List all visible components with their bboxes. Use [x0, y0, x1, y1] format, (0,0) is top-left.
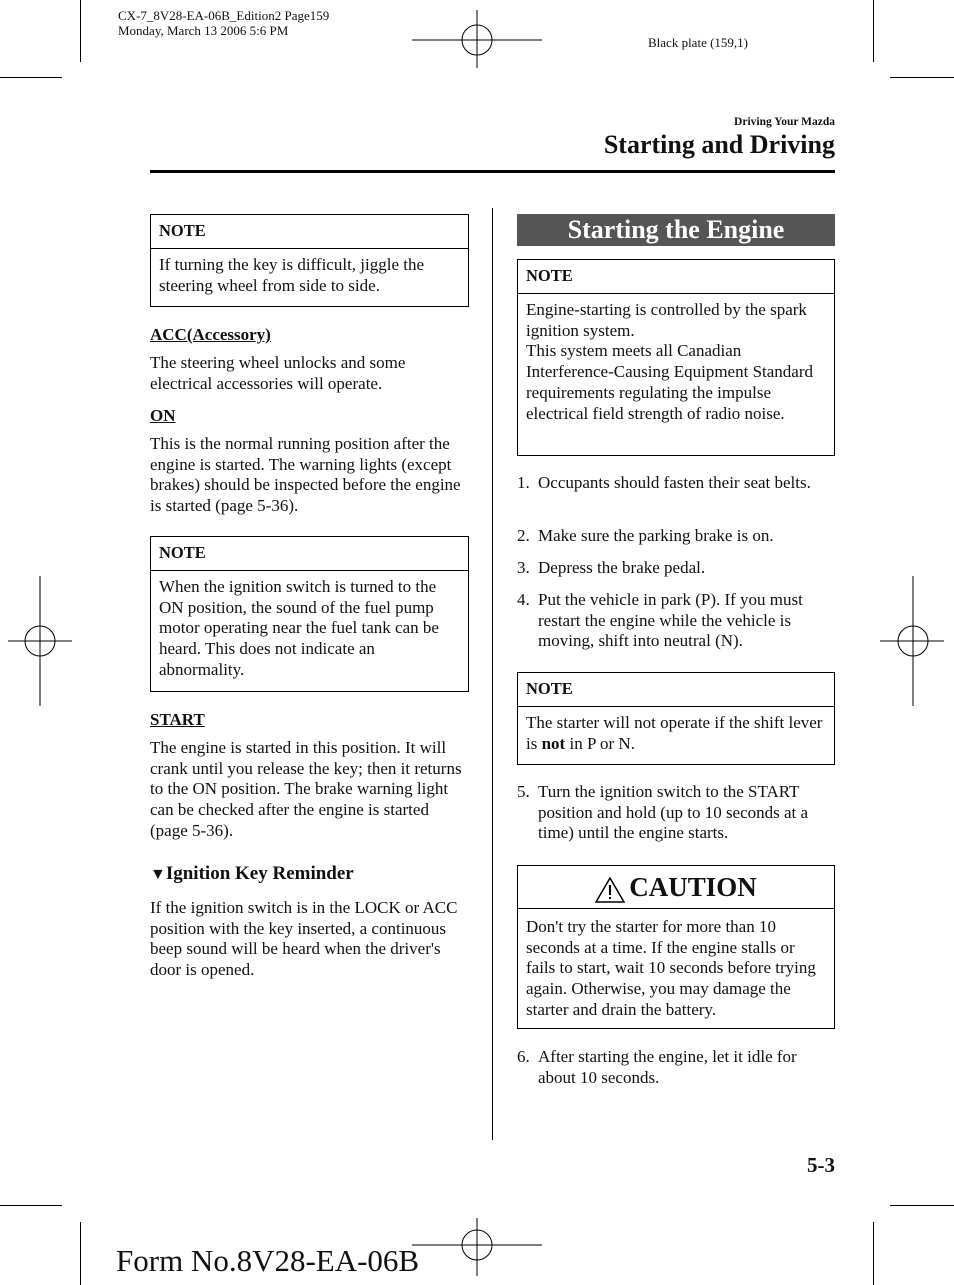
registration-mark-top-icon	[412, 10, 542, 68]
acc-heading: ACC(Accessory)	[150, 325, 271, 344]
registration-mark-right-icon	[880, 576, 944, 706]
registration-mark-bottom-icon	[412, 1218, 542, 1276]
list-item	[517, 473, 835, 515]
note-heading: NOTE	[151, 215, 468, 249]
chapter-title: Driving Your Mazda	[734, 116, 835, 128]
step-number: 1.	[517, 473, 530, 492]
step-number: 2.	[517, 526, 530, 545]
reminder-heading	[150, 863, 354, 885]
page-number: 5-3	[807, 1153, 835, 1177]
caution-body: Don't try the starter for more than 10 seconds at a time. If the engine stalls or fails to start, wait 10 seconds before trying again. Otherwise, you may damage the starter and drain the battery.	[526, 917, 816, 1019]
note-box	[517, 672, 835, 765]
list-item	[517, 782, 835, 846]
note-body-end: in P or N.	[565, 733, 635, 753]
note-body: If turning the key is difficult, jiggle the steering wheel from side to side.	[159, 255, 425, 295]
crop-mark	[80, 1222, 81, 1285]
step-number: 3.	[517, 558, 530, 577]
note-body-start: The starter will not operate if the shift lever is	[526, 713, 823, 753]
on-heading: ON	[150, 406, 176, 425]
section-title: Starting and Driving	[603, 130, 835, 159]
note-box	[150, 536, 469, 692]
crop-mark	[0, 1205, 62, 1206]
caution-heading	[518, 866, 834, 909]
reminder-body: If the ignition switch is in the LOCK or ACC position with the key inserted, a continuous beep sound will be heard when the driver's door is opened.	[150, 898, 458, 980]
crop-mark	[0, 77, 62, 78]
list-item	[517, 590, 835, 654]
step-text: Make sure the parking brake is on.	[538, 526, 774, 545]
form-number: Form No.8V28-EA-06B	[116, 1243, 420, 1278]
list-item	[517, 1047, 835, 1089]
crop-mark	[890, 1205, 954, 1206]
step-text: Turn the ignition switch to the START position and hold (up to 10 seconds at a time) until the engine starts.	[538, 782, 809, 843]
caution-title: CAUTION	[629, 872, 757, 902]
plate-label: Black plate (159,1)	[648, 35, 748, 50]
note-heading: NOTE	[518, 260, 834, 294]
note-box	[517, 259, 835, 456]
triangle-down-icon: ▼	[150, 866, 166, 883]
header-rule	[150, 170, 835, 173]
crop-mark	[873, 0, 874, 62]
step-text: After starting the engine, let it idle for about 10 seconds.	[538, 1047, 797, 1087]
starting-engine-title: Starting the Engine	[517, 214, 835, 246]
registration-mark-left-icon	[8, 576, 72, 706]
note-body: When the ignition switch is turned to the ON position, the sound of the fuel pump motor operating near the fuel tank can be heard. This does not indicate an abnormality.	[159, 577, 439, 679]
step-number: 5.	[517, 782, 530, 801]
crop-mark	[890, 77, 954, 78]
caution-box	[517, 865, 835, 1029]
start-heading: START	[150, 710, 205, 729]
start-body: The engine is started in this position. It will crank until you release the key; then it returns to the ON position. The brake warning light can be checked after the engine is started (page 5-36).	[150, 738, 462, 840]
step-text: Depress the brake pedal.	[538, 558, 706, 577]
print-file-line: CX-7_8V28-EA-06B_Edition2 Page159	[118, 8, 330, 23]
step-text: Put the vehicle in park (P). If you must restart the engine while the vehicle is moving, shift into neutral (N).	[538, 590, 803, 651]
step-text: Occupants should fasten their seat belts.	[538, 473, 811, 492]
acc-body: The steering wheel unlocks and some electrical accessories will operate.	[150, 353, 406, 393]
crop-mark	[873, 1222, 874, 1285]
on-body: This is the normal running position after the engine is started. The warning lights (except brakes) should be inspected before the engine is started (page 5-36).	[150, 434, 461, 516]
note-body	[518, 707, 834, 762]
print-date-line: Monday, March 13 2006 5:6 PM	[118, 23, 289, 38]
column-divider	[492, 208, 493, 1140]
list-item	[517, 558, 835, 580]
note-heading: NOTE	[518, 673, 834, 707]
note-body-emphasis: not	[541, 733, 566, 753]
note-box	[150, 214, 469, 307]
reminder-title: Ignition Key Reminder	[165, 863, 354, 884]
list-item	[517, 526, 835, 548]
step-number: 6.	[517, 1047, 530, 1066]
crop-mark	[80, 0, 81, 62]
note-heading: NOTE	[151, 537, 468, 571]
step-number: 4.	[517, 590, 530, 609]
warning-triangle-icon	[595, 877, 625, 903]
note-body: Engine-starting is controlled by the spark ignition system. This system meets all Canadian Interference-Causing Equipment Standard requirements regulating the impulse electrical field strength of radio noise.	[526, 300, 814, 423]
